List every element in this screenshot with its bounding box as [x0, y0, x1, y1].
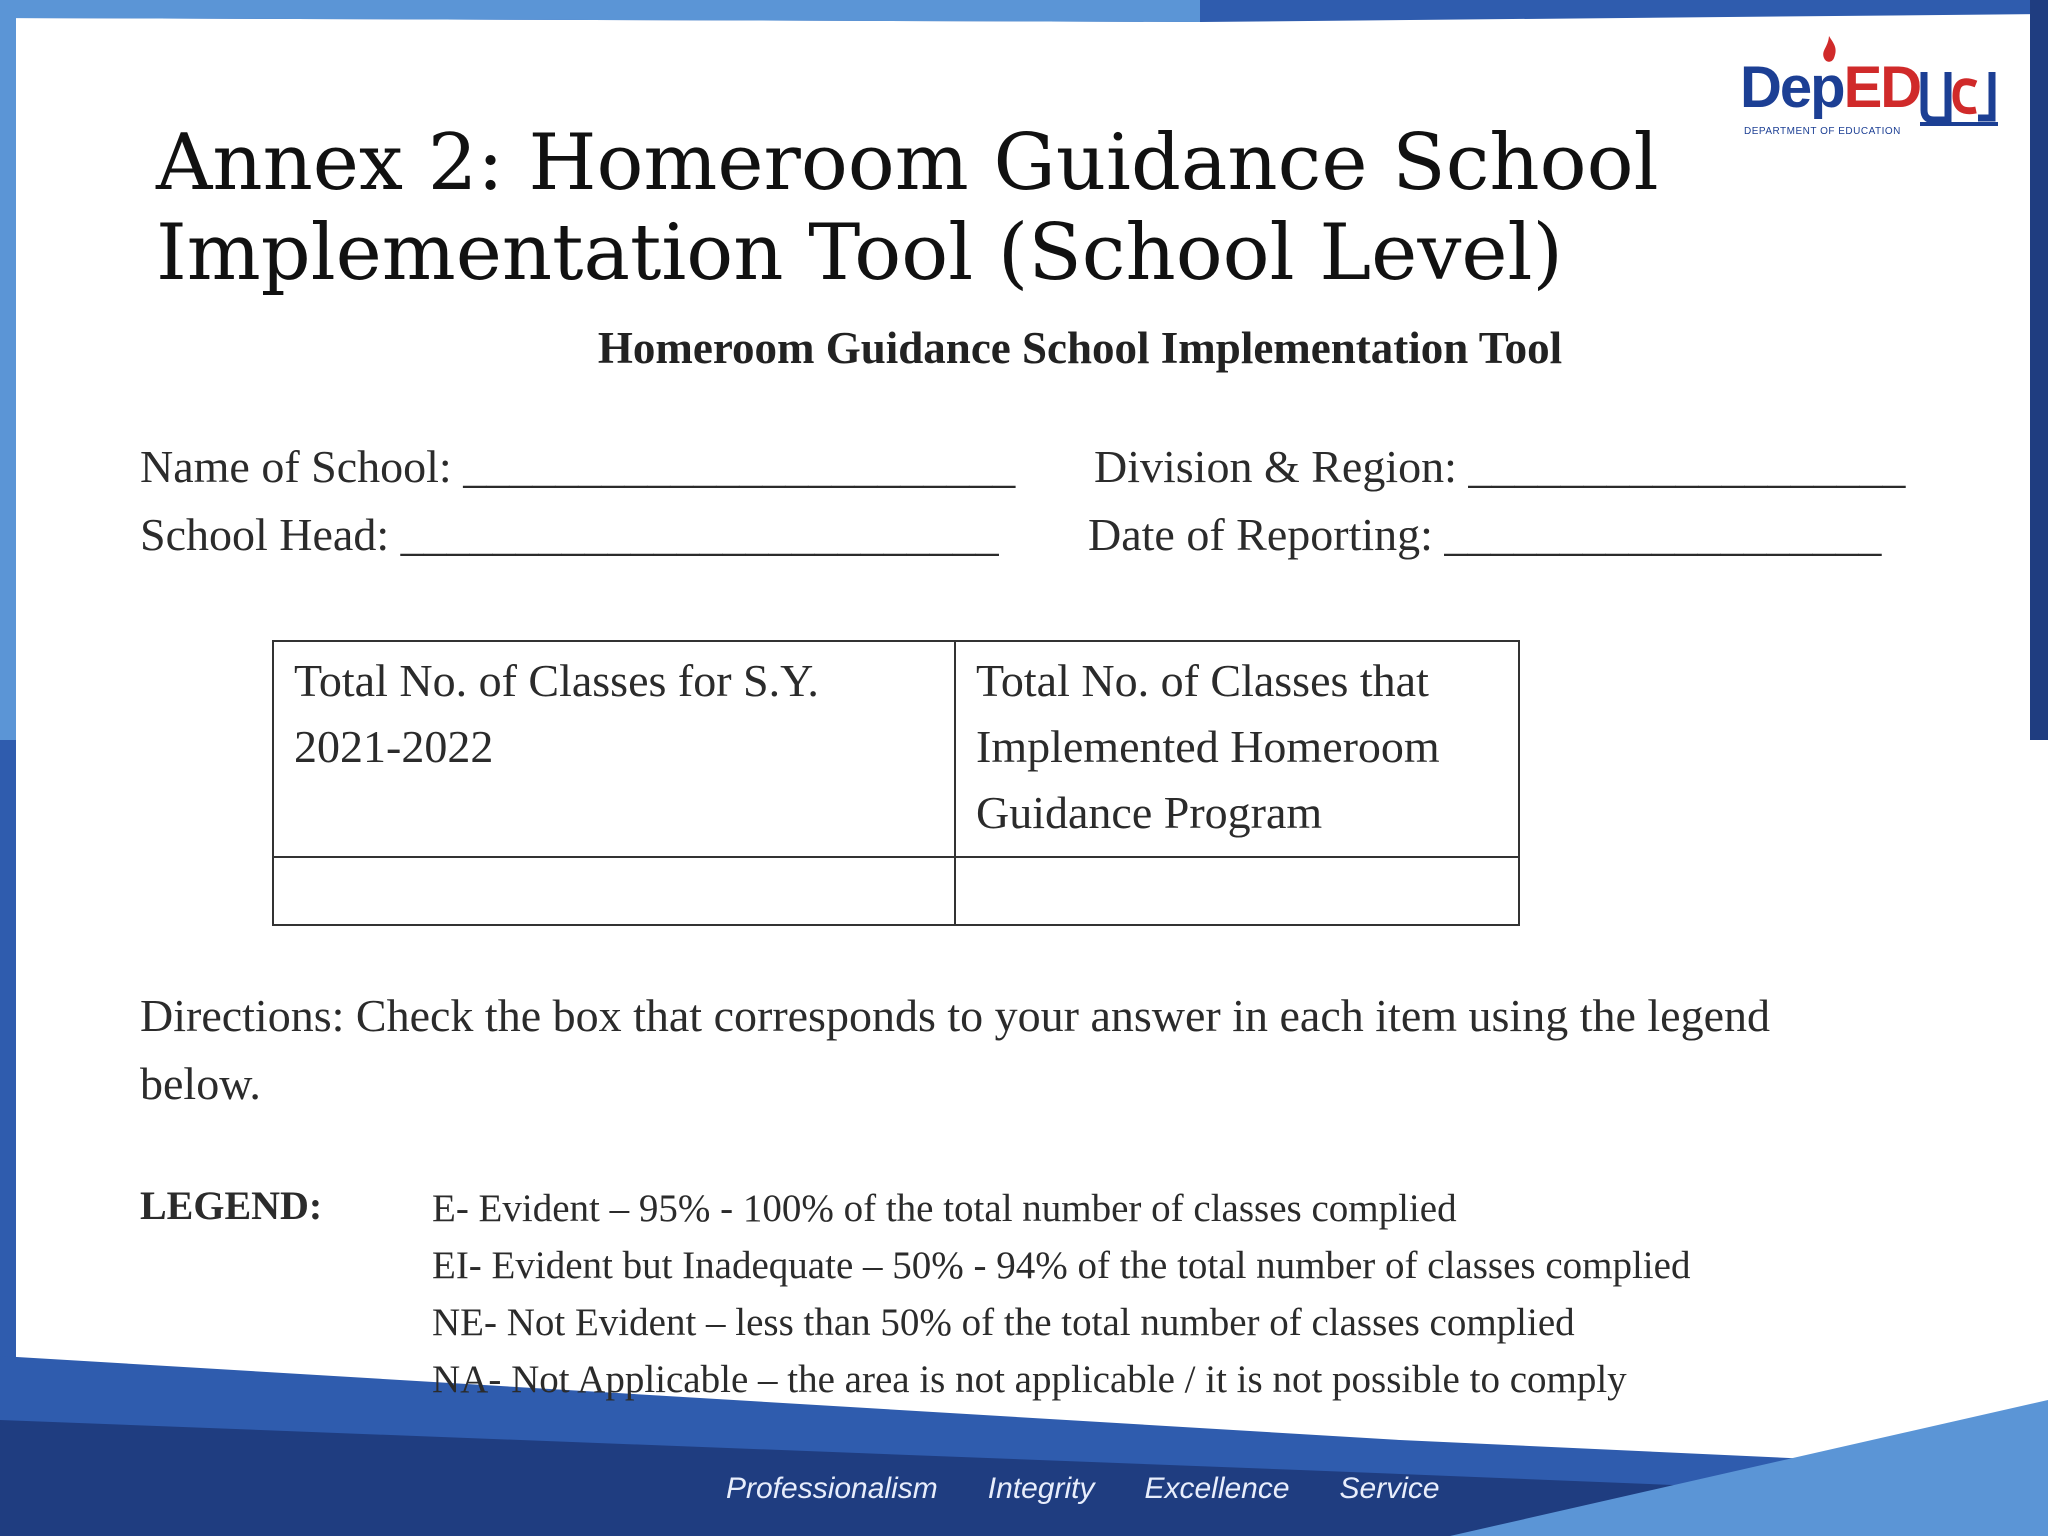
slide-title — [156, 118, 1659, 298]
slide-title-line-2: Implementation Tool (School Level) — [156, 208, 1563, 298]
school-head-field: School Head: __________________________ — [140, 509, 999, 560]
core-value-excellence: Excellence — [1144, 1472, 1290, 1505]
date-of-reporting-field: Date of Reporting: ___________________ — [1088, 509, 1882, 560]
slide-title-line-1: Annex 2: Homeroom Guidance School — [156, 118, 1659, 208]
legend-item: E- Evident – 95% - 100% of the total number of classes complied — [432, 1187, 1457, 1230]
directions-text: Directions: Check the box that corresponds to your answer in each item using the legend below. — [140, 990, 1771, 1109]
name-of-school-field: Name of School: ________________________ — [140, 441, 1016, 492]
legend-label: LEGEND: — [140, 1183, 323, 1228]
core-value-professionalism: Professionalism — [726, 1472, 938, 1505]
core-value-service: Service — [1339, 1472, 1440, 1505]
deped-logo-subtitle: DEPARTMENT OF EDUCATION — [1744, 126, 1901, 137]
core-values-footer — [726, 1472, 1440, 1506]
table-row — [273, 857, 1519, 925]
legend-item: NA- Not Applicable – the area is not applicable / it is not possible to comply — [432, 1358, 1627, 1401]
table-header-row — [273, 641, 1519, 857]
legend-list — [432, 1180, 1690, 1408]
implemented-classes-header: Total No. of Classes that Implemented Homeroom Guidance Program — [955, 641, 1519, 857]
division-region-field: Division & Region: ___________________ — [1094, 441, 1906, 492]
bcd-logo-icon — [1918, 66, 2000, 126]
deped-logo-text: DepED — [1740, 55, 1921, 120]
total-classes-header: Total No. of Classes for S.Y. 2021-2022 — [273, 641, 955, 857]
deped-logo — [1740, 36, 2000, 146]
core-value-integrity: Integrity — [987, 1472, 1095, 1505]
implemented-classes-cell — [955, 857, 1519, 925]
total-classes-cell — [273, 857, 955, 925]
document-heading: Homeroom Guidance School Implementation Tool — [597, 323, 1563, 373]
legend-item: EI- Evident but Inadequate – 50% - 94% of the total number of classes complied — [432, 1244, 1691, 1287]
legend-item: NE- Not Evident – less than 50% of the total number of classes complied — [432, 1301, 1575, 1344]
classes-summary-table — [272, 640, 1520, 926]
